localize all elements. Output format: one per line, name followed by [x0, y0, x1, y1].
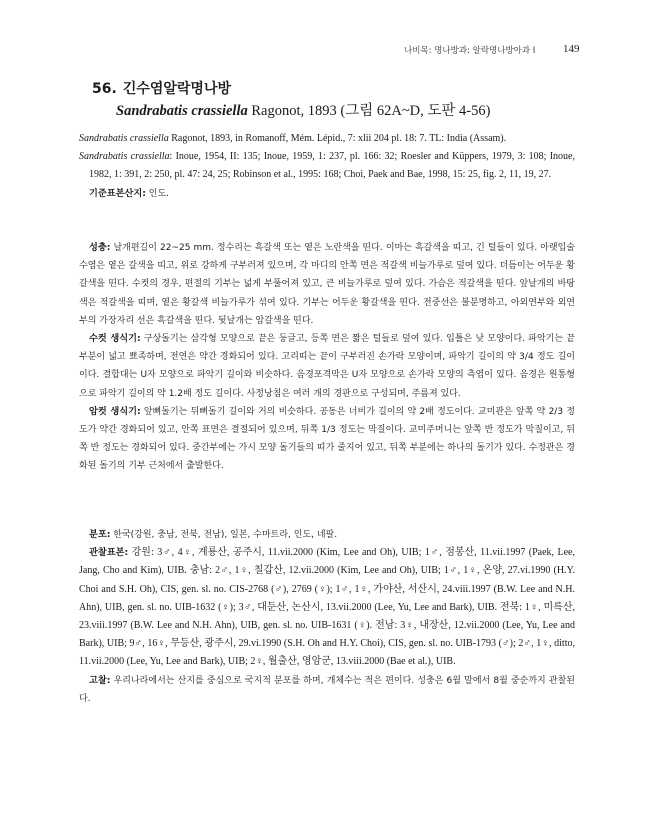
- running-head: 나비목: 명나방과: 알락명나방아과 I: [404, 46, 536, 56]
- species-heading: [92, 78, 231, 98]
- species-scientific-name: Sandrabatis crassiella: [116, 103, 248, 119]
- type-locality: 기준표본산지: 인도.: [89, 187, 170, 199]
- reference-entry: Sandrabatis crassiella Ragonot, 1893, in Romanoff, Mém. Lépid., 7: xlii 204 pl. 18: 7. TL: India (Assam).: [79, 133, 507, 144]
- material-examined: 관찰표본: 강원: 3♂, 4♀, 계룡산, 공주시, 11.vii.2000 (Kim, Lee and Oh), UIB; 1♂, 점봉산, 11.vii.1997 (Paek, Lee, Jang, Cho and Kim), UIB. 충남: 2♂, 1♀, 칠갑산, 12.vii.2000 (Kim, Lee and Oh), UIB; 1♂, 1♀, 온양, 27.vi.1990 (H.Y. Choi and S.H. Oh), CIS, gen. sl. no. CIS-2768 (♂), 2769 (♀); 1♂, 1♀, 가야산, 서산시, 24.viii.1997 (B.W. Lee and N.H. Ahn), UIB, gen. sl. no. UIB-1632 (♀); 3♂, 대둔산, 논산시, 13.vii.2000 (Lee, Yu, Lee and Bark), UIB. 전북: 1♀, 미륵산, 23.viii.1997 (B.W. Lee and N.H. Ahn), UIB, gen. sl. no. UIB-1631 (♀). 전남: 3♀, 내장산, 12.vii.2000 (Lee, Yu, Lee and Bark), UIB; 9♂, 16♀, 무등산, 광주시, 29.vi.1990 (S.H. Oh and H.Y. Choi), CIS, gen. sl. no. UIB-1793 (♂); 2♂, 1♀, ditto, 11.vii.2000 (Lee, Yu, Lee and Bark), UIB; 2♀, 월출산, 영암군, 13.viii.2000 (Bae et al.), UIB.: [79, 547, 575, 668]
- species-number: 56.: [92, 81, 117, 97]
- male-genitalia-description: 수컷 생식기: 구상돌기는 삼각형 모양으로 끝은 둥글고, 등쪽 면은 짧은 털들로 덮여 있다. 입틀은 낮 모양이다. 파악기는 끝부분이 넓고 뾰족하며, 전연은 약간 경화되어 있다. 고리띠는 끝이 구부러진 손가락 모양이며, 파악기 길이의 약 3/4 정도 길이이다. 결합대는 U자 모양으로 파악기 길이와 비슷하다. 음경포격막은 U자 모양으로 손가락 모양의 측엽이 있다. 음경은 원통형으로 파악기 길이의 약 1.2배 정도 길이다. 사정낭침은 여러 개의 경판으로 구성되며, 주름져 있다.: [79, 333, 576, 399]
- reference-entry: Sandrabatis crassiella: Inoue, 1954, II: 135; Inoue, 1959, 1: 237, pl. 166: 32; Roesler and Küppers, 1979, 3: 108; Inoue, 1982, 1: 391, 2: 250, pl. 47: 24, 25; Robinson et al., 1995: 168; Choi, Paek and Bae, 1998, 15: 25, fig. 2, 11, 19, 27.: [79, 151, 575, 181]
- female-genitalia-description: 암컷 생식기: 앞뼈돌기는 뒤뼈돌기 길이와 거의 비슷하다. 공동은 너비가 길이의 약 2배 정도이다. 교미관은 앞쪽 약 2/3 정도가 약간 경화되어 있고, 안쪽 표면은 결절되어 있으며, 뒤쪽 1/3 정도는 막질이다. 교미주머니는 앞쪽 반 정도가 막질이고, 뒤쪽 반 정도는 경화되어 있다. 중간부에는 가시 모양 돌기들의 띠가 줄지어 있고, 뒤쪽 부분에는 하나의 돌기가 있다. 수정관은 경화된 돌기의 기부 근처에서 출발한다.: [79, 405, 575, 472]
- remarks: 고찰: 우리나라에서는 산지를 중심으로 국지적 분포를 하며, 개체수는 적은 편이다. 성충은 6월 말에서 8월 중순까지 관찰된다.: [79, 674, 575, 704]
- species-figure-ref: (그림 62A~D, 도판 4-56): [340, 103, 491, 119]
- adult-description: 성충: 날개편길이 22~25 mm. 정수리는 흑갈색 또는 옅은 노란색을 띤다. 이마는 흑갈색을 띠고, 긴 털들이 있다. 아랫입술수염은 옅은 갈색을 띠고, 위로 강하게 구부러져 있으며, 각 마디의 안쪽 면은 적갈색 비늘가루로 덮여 있다. 더듬이는 어두운 황갈색을 띤다. 수컷의 경우, 편절의 기부는 넓게 부풀어져 있고, 큰 비늘가루로 덮여 있다. 가슴은 적갈색을 띤다. 앞날개의 바탕색은 적갈색을 띠며, 옅은 황갈색 비늘가루가 섞여 있다. 기부는 어두운 황갈색을 띤다. 전중선은 불분명하고, 아외연부와 외연부의 가장자리 선은 흑갈색을 띤다. 뒷날개는 암갈색을 띤다.: [79, 242, 575, 326]
- page-number: 149: [563, 43, 580, 55]
- distribution: 분포: 한국(강원, 충남, 전북, 전남), 일본, 수마트라, 인도, 네팔.: [89, 529, 338, 540]
- references-block: [79, 130, 575, 203]
- species-authority: Ragonot, 1893: [251, 103, 337, 119]
- description-block: [79, 239, 575, 476]
- species-korean-name: 긴수염알락명나방: [122, 81, 232, 97]
- distribution-block: [79, 526, 575, 708]
- species-title: [116, 99, 490, 120]
